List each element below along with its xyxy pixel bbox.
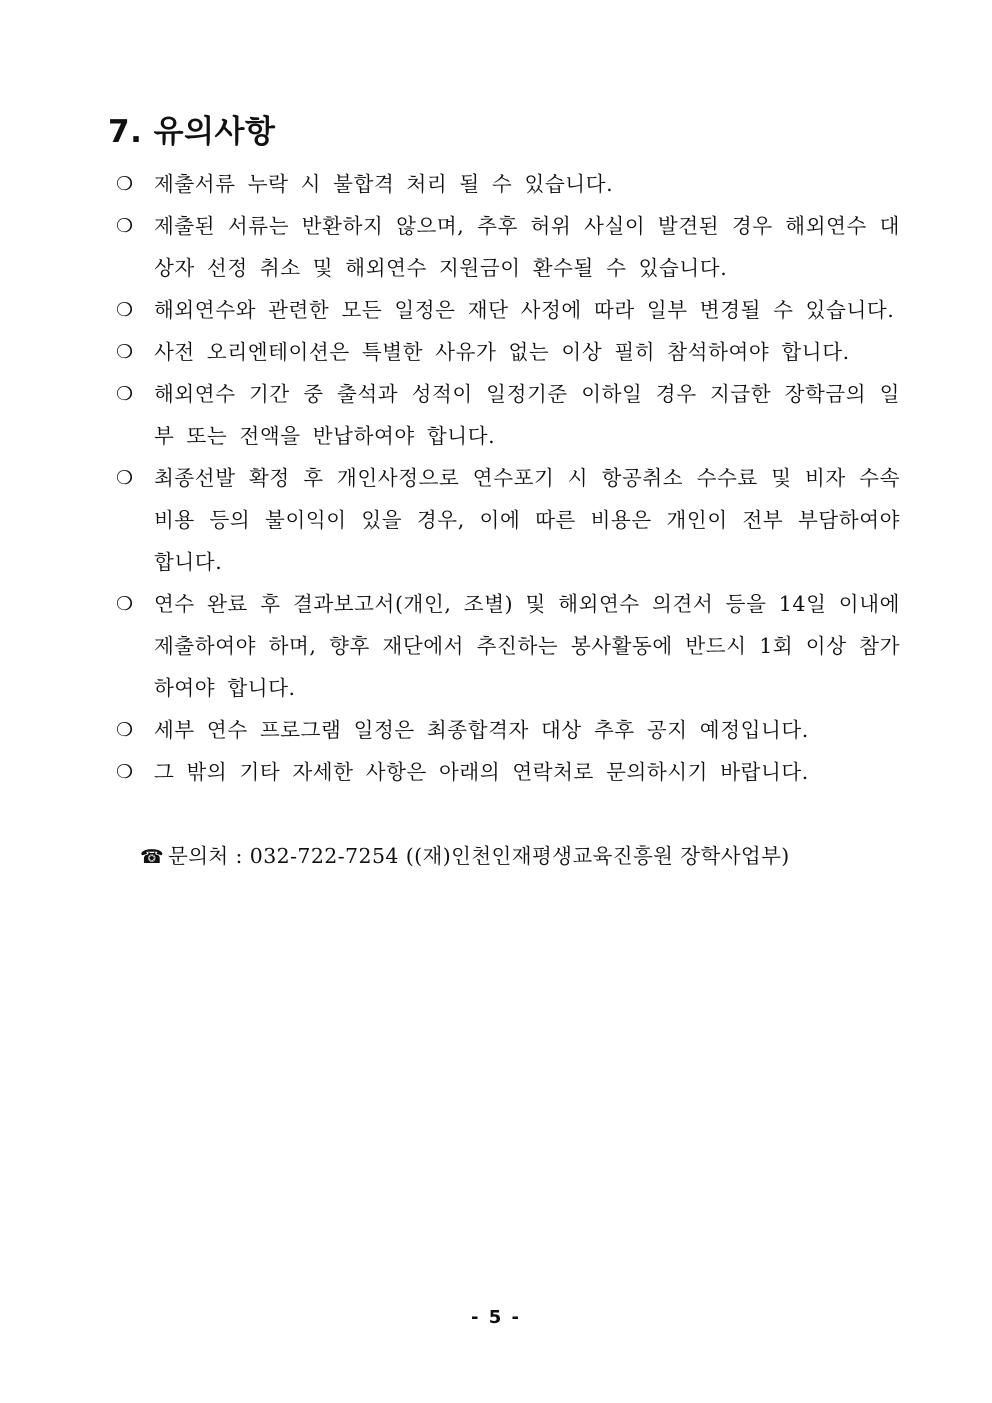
notice-text: 최종선발 확정 후 개인사정으로 연수포기 시 항공취소 수수료 및 비자 수속 비용 등의 불이익이 있을 경우, 이에 따른 비용은 개인이 전부 부담하여야 합니다.: [154, 466, 900, 574]
notice-item: [116, 163, 900, 205]
notice-text: 해외연수와 관련한 모든 일정은 재단 사정에 따라 일부 변경될 수 있습니다.: [154, 298, 895, 322]
notice-item: [116, 457, 900, 583]
notice-item: [116, 709, 900, 751]
notice-text: 제출된 서류는 반환하지 않으며, 추후 허위 사실이 발견된 경우 해외연수 대상자 선정 취소 및 해외연수 지원금이 환수될 수 있습니다.: [154, 214, 900, 280]
notice-text: 해외연수 기간 중 출석과 성적이 일정기준 이하일 경우 지급한 장학금의 일부 또는 전액을 반납하여야 합니다.: [154, 382, 900, 448]
notice-text: 사전 오리엔테이션은 특별한 사유가 없는 이상 필히 참석하여야 합니다.: [154, 340, 850, 364]
circle-bullet-icon: ❍: [116, 467, 134, 489]
page-number: - 5 -: [471, 1307, 521, 1328]
circle-bullet-icon: ❍: [116, 299, 134, 321]
contact-line: [140, 835, 790, 878]
notice-item: [116, 583, 900, 709]
circle-bullet-icon: ❍: [116, 341, 134, 363]
notice-item: [116, 331, 900, 373]
notice-text: 그 밖의 기타 자세한 사항은 아래의 연락처로 문의하시기 바랍니다.: [154, 760, 809, 784]
circle-bullet-icon: ❍: [116, 761, 134, 783]
notice-list: [116, 163, 900, 793]
section-title: 7. 유의사항: [108, 114, 276, 150]
phone-icon: ☎: [140, 846, 165, 868]
notice-item: [116, 289, 900, 331]
circle-bullet-icon: ❍: [116, 173, 134, 195]
circle-bullet-icon: ❍: [116, 215, 134, 237]
notice-item: [116, 751, 900, 793]
notice-text: 제출서류 누락 시 불합격 처리 될 수 있습니다.: [154, 172, 614, 196]
circle-bullet-icon: ❍: [116, 383, 134, 405]
notice-item: [116, 205, 900, 289]
notice-text: 연수 완료 후 결과보고서(개인, 조별) 및 해외연수 의견서 등을 14일 이내에 제출하여야 하며, 향후 재단에서 추진하는 봉사활동에 반드시 1회 이상 참가하여야 합니다.: [154, 592, 900, 700]
circle-bullet-icon: ❍: [116, 593, 134, 615]
contact-text: 문의처 : 032-722-7254 ((재)인천인재평생교육진흥원 장학사업부): [168, 844, 790, 868]
notice-text: 세부 연수 프로그램 일정은 최종합격자 대상 추후 공지 예정입니다.: [154, 718, 809, 742]
notice-item: [116, 373, 900, 457]
circle-bullet-icon: ❍: [116, 719, 134, 741]
